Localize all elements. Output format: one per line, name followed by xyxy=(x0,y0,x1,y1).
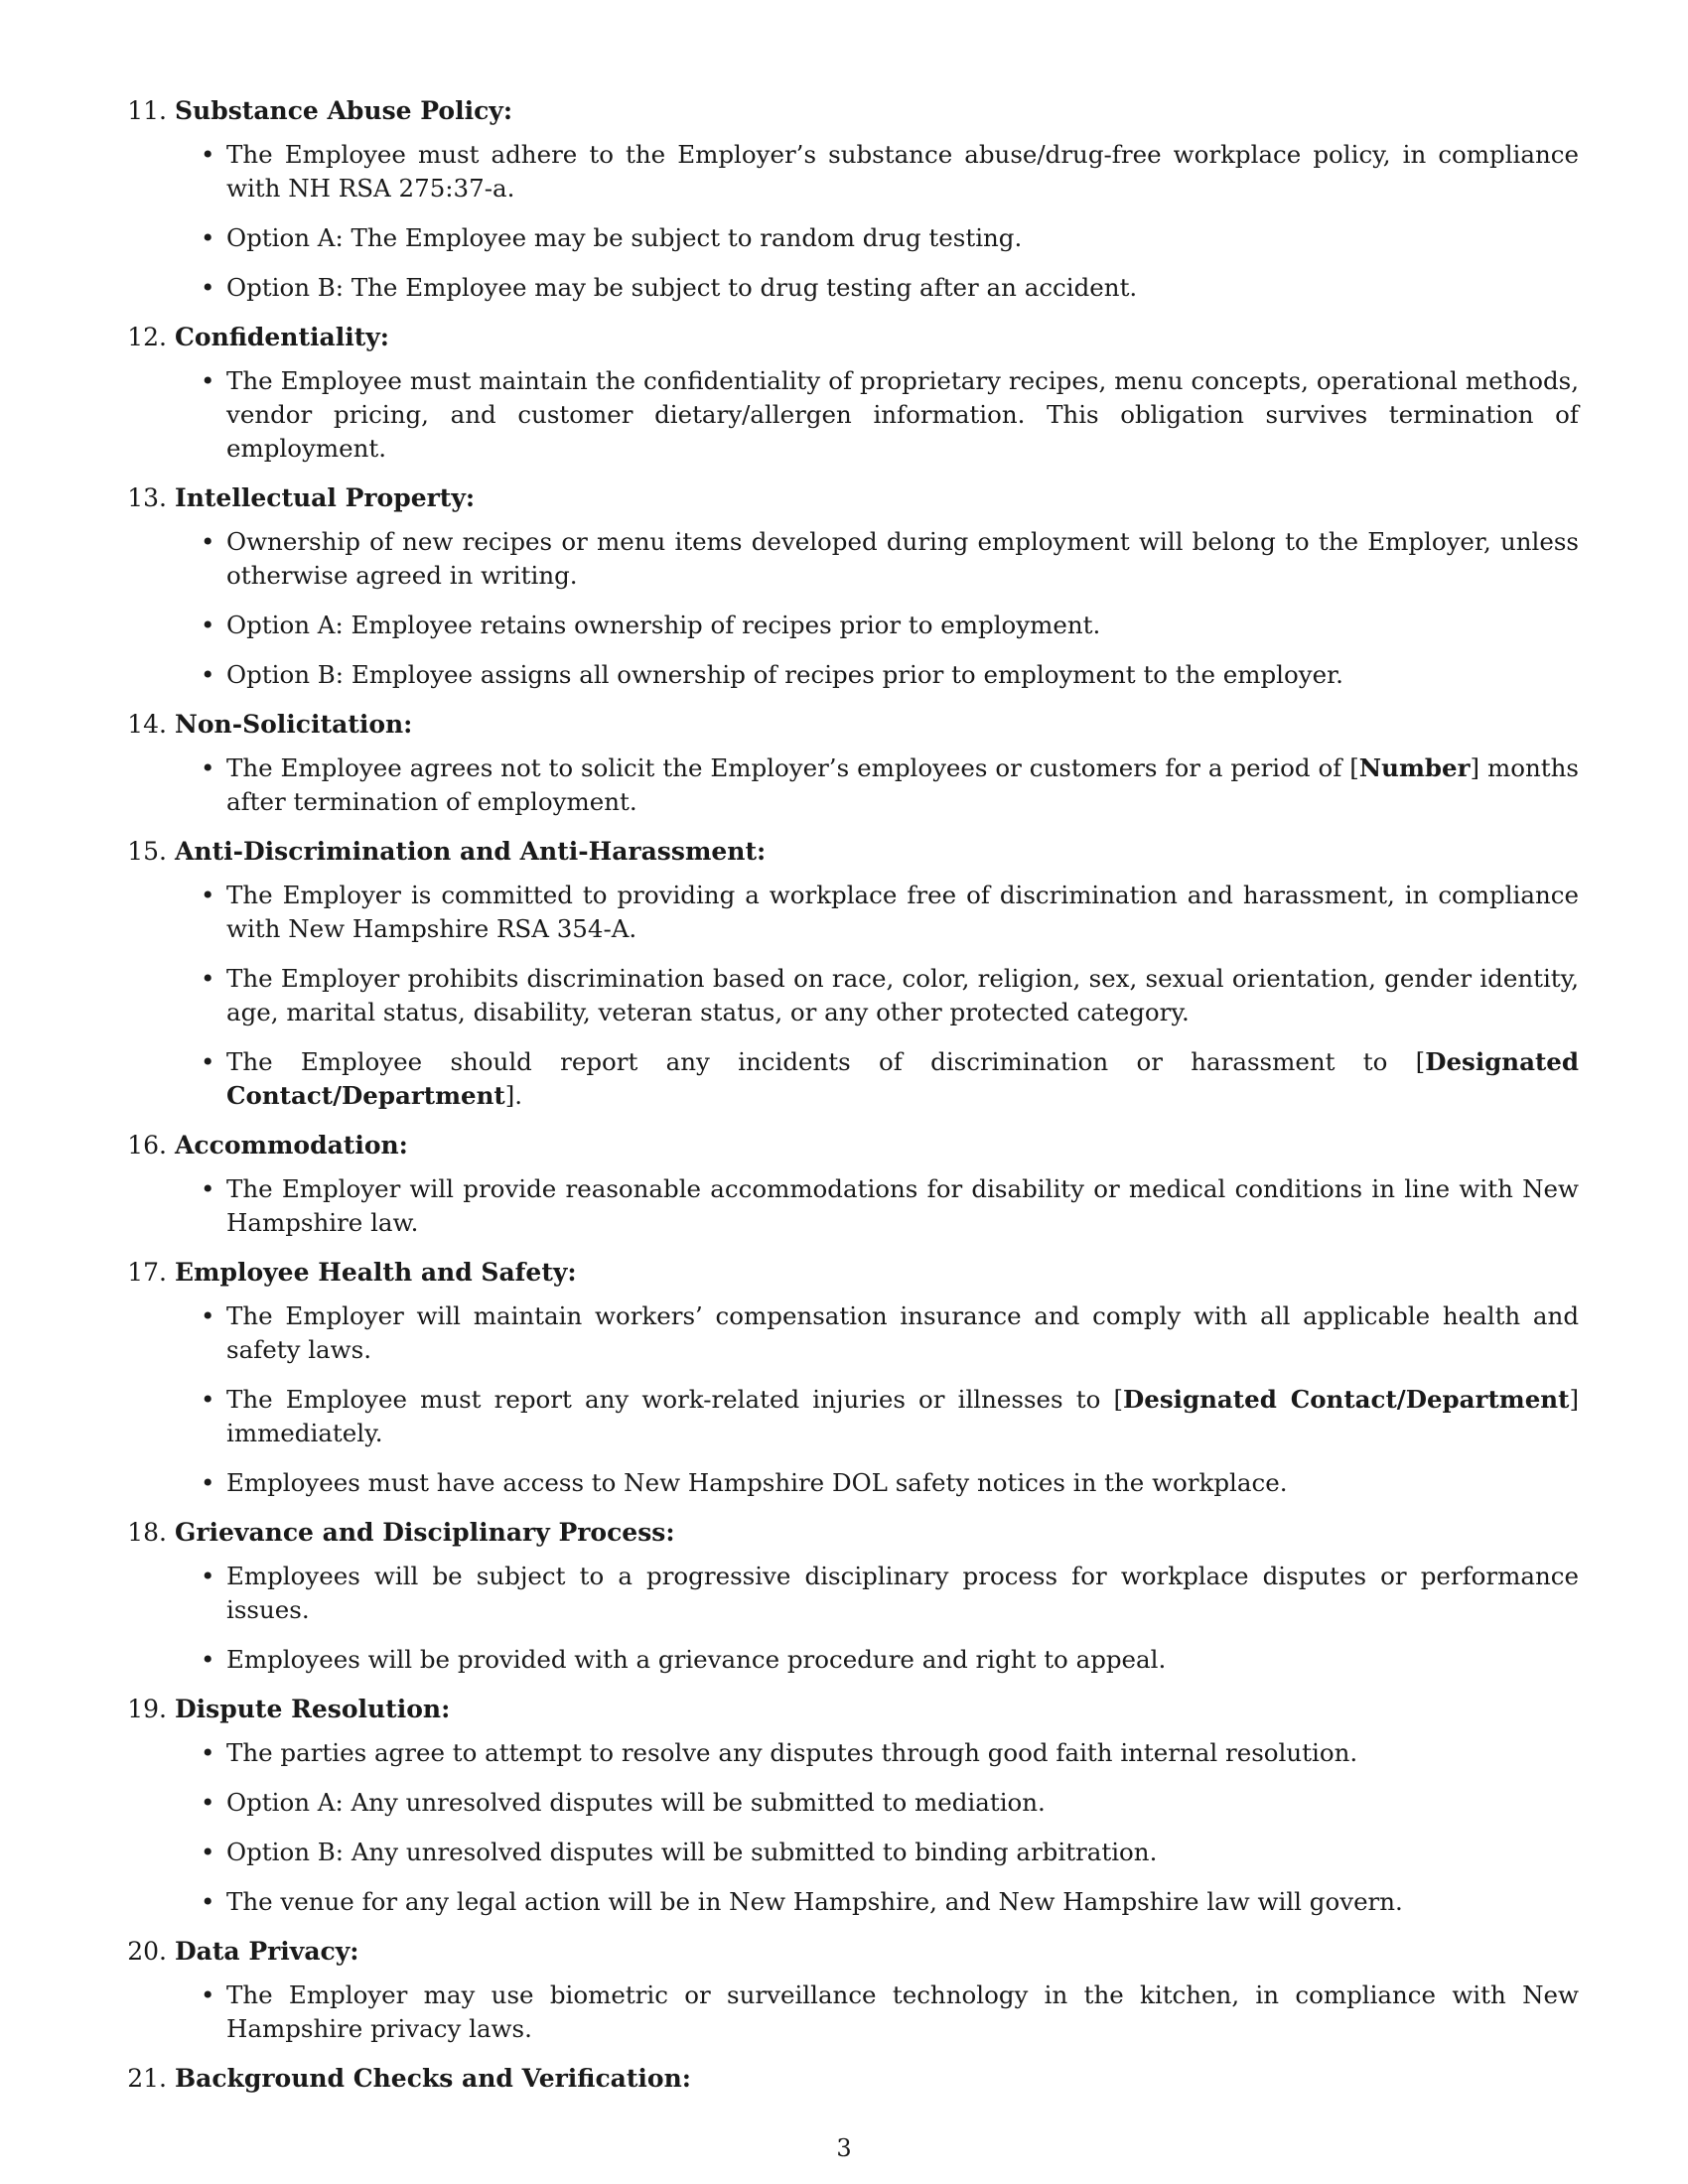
section-item xyxy=(117,835,1579,1113)
bullet-list xyxy=(117,1172,1579,1240)
bullet-text: ] months after termination of employment. xyxy=(226,753,1579,816)
bullet-item xyxy=(226,1383,1579,1450)
bullet-text: The Employee must adhere to the Employer’s substance abuse/drug-free workplace policy, in compliance with NH RSA 275:37-a. xyxy=(226,140,1579,203)
section-title: Anti-Discrimination and Anti-Harassment: xyxy=(175,837,767,866)
section-heading xyxy=(117,1129,1579,1162)
section-item xyxy=(117,321,1579,466)
bullet-text: The Employee must report any work-related injuries or illnesses to [ xyxy=(226,1385,1124,1414)
section-title: Accommodation: xyxy=(175,1131,408,1160)
section-heading xyxy=(117,481,1579,515)
section-heading xyxy=(117,1256,1579,1290)
section-title: Non-Solicitation: xyxy=(175,710,413,739)
section-title: Intellectual Property: xyxy=(175,483,476,512)
section-number: 20. xyxy=(127,1937,167,1966)
bullet-text: The Employer may use biometric or surveillance technology in the kitchen, in compliance with New Hampshire privacy laws. xyxy=(226,1980,1579,2043)
bullet-text: The venue for any legal action will be in New Hampshire, and New Hampshire law will govern. xyxy=(226,1887,1403,1916)
bullet-text: The Employer will maintain workers’ compensation insurance and comply with all applicable health and safety laws. xyxy=(226,1301,1579,1364)
bullet-list xyxy=(117,1979,1579,2046)
bullet-text: The parties agree to attempt to resolve any disputes through good faith internal resolution. xyxy=(226,1738,1358,1767)
bullet-item xyxy=(226,962,1579,1029)
section-heading xyxy=(117,94,1579,128)
bullet-text: The Employee must maintain the confidentiality of proprietary recipes, menu concepts, operational methods, vendor pricing, and customer dietary/allergen information. This obligation survives termination of employment. xyxy=(226,366,1579,463)
section-number: 21. xyxy=(127,2064,167,2093)
bullet-item xyxy=(226,138,1579,205)
bullet-item xyxy=(226,364,1579,466)
page-number: 3 xyxy=(836,2134,852,2162)
bullet-item xyxy=(226,879,1579,946)
placeholder-field: Designated Contact/Department xyxy=(226,1047,1579,1110)
bullet-item xyxy=(226,609,1579,642)
bullet-item xyxy=(226,1172,1579,1240)
bullet-text: Employees must have access to New Hampshire DOL safety notices in the workplace. xyxy=(226,1468,1288,1497)
section-number: 15. xyxy=(127,837,167,866)
bullet-text: Option A: The Employee may be subject to random drug testing. xyxy=(226,223,1023,252)
bullet-item xyxy=(226,221,1579,255)
bullet-item xyxy=(226,1836,1579,1869)
bullet-item xyxy=(226,525,1579,593)
bullet-item xyxy=(226,271,1579,305)
section-item xyxy=(117,1256,1579,1500)
placeholder-field: Number xyxy=(1358,753,1471,782)
bullet-text: The Employer will provide reasonable accommodations for disability or medical conditions in line with New Hampshire law. xyxy=(226,1174,1579,1237)
document-page xyxy=(117,94,1579,2108)
bullet-text: The Employee agrees not to solicit the Employer’s employees or customers for a period of [ xyxy=(226,753,1359,782)
bullet-text: Option B: The Employee may be subject to drug testing after an accident. xyxy=(226,273,1138,302)
section-number: 14. xyxy=(127,710,167,739)
section-title: Employee Health and Safety: xyxy=(175,1258,577,1287)
section-heading xyxy=(117,1935,1579,1969)
bullet-list xyxy=(117,879,1579,1113)
section-item xyxy=(117,1129,1579,1240)
bullet-item xyxy=(226,1979,1579,2046)
bullet-text: Ownership of new recipes or menu items developed during employment will belong to the Employer, unless otherwise agreed in writing. xyxy=(226,527,1579,590)
section-number: 12. xyxy=(127,323,167,351)
section-item xyxy=(117,2062,1579,2096)
section-item xyxy=(117,1516,1579,1677)
bullet-text: The Employer prohibits discrimination based on race, color, religion, sex, sexual orientation, gender identity, age, marital status, disability, veteran status, or any other protected category. xyxy=(226,964,1579,1026)
bullet-text: ] immediately. xyxy=(226,1385,1579,1447)
bullet-item xyxy=(226,1299,1579,1367)
bullet-text: Employees will be provided with a grievance procedure and right to appeal. xyxy=(226,1645,1167,1674)
placeholder-field: Designated Contact/Department xyxy=(1123,1385,1570,1414)
bullet-item xyxy=(226,751,1579,819)
section-heading xyxy=(117,2062,1579,2096)
section-heading xyxy=(117,1516,1579,1550)
bullet-text: The Employer is committed to providing a workplace free of discrimination and harassment, in compliance with New Hampshire RSA 354-A. xyxy=(226,881,1579,943)
bullet-item xyxy=(226,1560,1579,1627)
bullet-text: Option B: Any unresolved disputes will be submitted to binding arbitration. xyxy=(226,1838,1158,1866)
bullet-text: ]. xyxy=(504,1081,523,1110)
bullet-text: Option B: Employee assigns all ownership of recipes prior to employment to the employer. xyxy=(226,660,1343,689)
section-item xyxy=(117,1693,1579,1919)
section-list xyxy=(117,94,1579,2096)
bullet-list xyxy=(117,1560,1579,1677)
section-item xyxy=(117,481,1579,692)
section-item xyxy=(117,1935,1579,2046)
section-title: Substance Abuse Policy: xyxy=(175,96,513,125)
section-number: 17. xyxy=(127,1258,167,1287)
bullet-item xyxy=(226,658,1579,692)
bullet-item xyxy=(226,1786,1579,1820)
section-title: Confidentiality: xyxy=(175,323,390,351)
section-number: 19. xyxy=(127,1695,167,1723)
bullet-item xyxy=(226,1466,1579,1500)
section-number: 13. xyxy=(127,483,167,512)
bullet-list xyxy=(117,525,1579,692)
section-number: 16. xyxy=(127,1131,167,1160)
bullet-text: Option A: Employee retains ownership of recipes prior to employment. xyxy=(226,611,1101,639)
bullet-item xyxy=(226,1736,1579,1770)
bullet-list xyxy=(117,138,1579,305)
bullet-list xyxy=(117,1736,1579,1919)
section-heading xyxy=(117,835,1579,869)
bullet-text: Option A: Any unresolved disputes will be submitted to mediation. xyxy=(226,1788,1046,1817)
section-title: Grievance and Disciplinary Process: xyxy=(175,1518,675,1547)
bullet-item xyxy=(226,1045,1579,1113)
section-heading xyxy=(117,708,1579,742)
bullet-item xyxy=(226,1643,1579,1677)
section-number: 18. xyxy=(127,1518,167,1547)
bullet-text: The Employee should report any incidents of discrimination or harassment to [ xyxy=(226,1047,1426,1076)
section-heading xyxy=(117,321,1579,354)
bullet-item xyxy=(226,1885,1579,1919)
bullet-list xyxy=(117,1299,1579,1500)
section-title: Data Privacy: xyxy=(175,1937,359,1966)
bullet-list xyxy=(117,751,1579,819)
section-item xyxy=(117,708,1579,819)
section-title: Dispute Resolution: xyxy=(175,1695,451,1723)
bullet-text: Employees will be subject to a progressive disciplinary process for workplace disputes or performance issues. xyxy=(226,1562,1579,1624)
bullet-list xyxy=(117,364,1579,466)
section-number: 11. xyxy=(127,96,167,125)
section-item xyxy=(117,94,1579,305)
section-heading xyxy=(117,1693,1579,1726)
section-title: Background Checks and Verification: xyxy=(175,2064,691,2093)
